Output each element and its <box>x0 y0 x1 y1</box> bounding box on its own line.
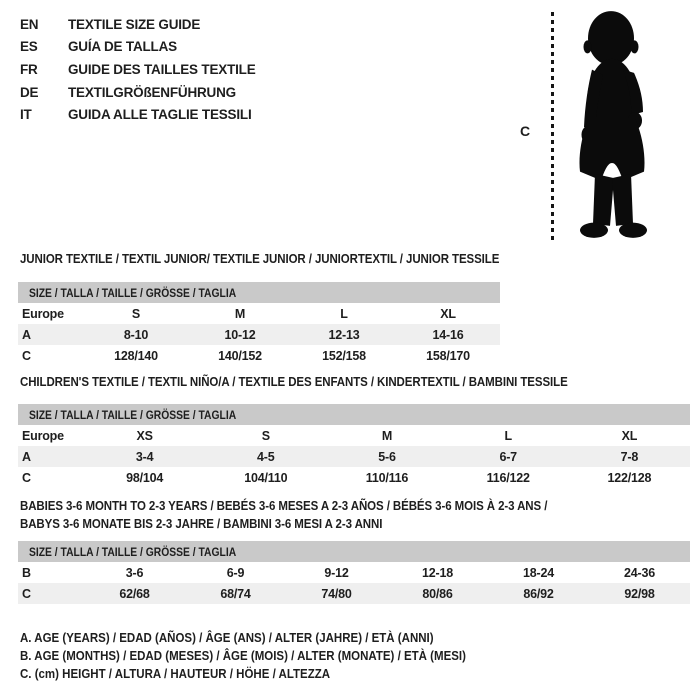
height-measure-label: C <box>520 123 531 139</box>
table-cell: 74/80 <box>321 586 352 601</box>
table-cell: 14-16 <box>432 327 464 342</box>
table-cell: 12-13 <box>328 327 360 342</box>
table-cell: 98/104 <box>126 470 164 485</box>
table-cell: 86/92 <box>523 586 554 601</box>
table-cell: 158/170 <box>426 348 470 363</box>
list-item <box>20 81 256 104</box>
language-title: TEXTILE SIZE GUIDE <box>68 16 201 32</box>
table-cell: 116/122 <box>486 470 530 485</box>
table-cell: 3-4 <box>135 449 154 464</box>
list-item <box>20 103 256 126</box>
babies-size-table <box>18 541 690 604</box>
row-label: A <box>22 327 31 342</box>
table-cell: 6-7 <box>499 449 517 464</box>
table-cell: 18-24 <box>523 565 554 580</box>
language-title: GUIDE DES TAILLES TEXTILE <box>68 61 256 77</box>
language-title: GUIDA ALLE TAGLIE TESSILI <box>68 107 252 123</box>
table-cell: 128/140 <box>114 348 158 363</box>
table-cell: 92/98 <box>624 586 655 601</box>
table-cell: 6-9 <box>226 565 245 580</box>
table-cell: 7-8 <box>620 449 639 464</box>
children-size-table <box>18 404 690 488</box>
junior-size-table <box>18 282 500 366</box>
table-cell: 24-36 <box>624 565 655 580</box>
table-cell: XL <box>440 306 456 321</box>
legend-line-c: C. (cm) HEIGHT / ALTURA / HAUTEUR / HÖHE / ALTEZZA <box>20 667 331 682</box>
table-cell: 4-5 <box>257 449 275 464</box>
row-label: C <box>22 470 31 485</box>
row-label: C <box>22 586 31 601</box>
table-cell: 3-6 <box>125 565 144 580</box>
table-cell: 140/152 <box>218 348 262 363</box>
language-code: EN <box>20 16 39 32</box>
row-label: Europe <box>22 306 64 321</box>
table-cell: 10-12 <box>224 327 256 342</box>
row-label: A <box>22 449 31 464</box>
language-code: DE <box>20 84 39 100</box>
language-title: GUÍA DE TALLAS <box>68 39 177 55</box>
row-label: Europe <box>22 428 64 443</box>
list-item <box>20 36 256 59</box>
table-row <box>18 467 690 488</box>
table-header-bar: SIZE / TALLA / TAILLE / GRÖSSE / TAGLIA <box>18 404 690 425</box>
table-cell: XL <box>621 428 638 443</box>
table-header-bar: SIZE / TALLA / TAILLE / GRÖSSE / TAGLIA <box>18 541 690 562</box>
table-cell: 9-12 <box>324 565 349 580</box>
table-cell: 80/86 <box>422 586 453 601</box>
table-cell: M <box>234 306 246 321</box>
table-cell: S <box>261 428 270 443</box>
language-code: ES <box>20 39 38 55</box>
language-code: IT <box>20 107 32 123</box>
table-row <box>18 446 690 467</box>
table-cell: 110/116 <box>365 470 409 485</box>
table-cell: 122/128 <box>607 470 652 485</box>
table-cell: M <box>381 428 393 443</box>
row-label: C <box>22 348 31 363</box>
measurement-legend <box>20 629 505 684</box>
table-cell: 68/74 <box>220 586 251 601</box>
table-cell: S <box>131 306 141 321</box>
babies-section-heading: BABIES 3-6 MONTH TO 2-3 YEARS / BEBÉS 3-6 MESES A 2-3 AÑOS / BÉBÉS 3-6 MOIS À 2-3 ANS / BABYS 3-6 MONATE BIS 2-3 JAHRE / BAMBINI 3-6 MESI A 2-3 ANNI <box>20 499 548 531</box>
table-row <box>18 583 690 604</box>
table-cell: 5-6 <box>378 449 396 464</box>
language-code: FR <box>20 61 38 77</box>
table-row <box>18 425 690 446</box>
junior-section-heading: JUNIOR TEXTILE / TEXTIL JUNIOR/ TEXTILE JUNIOR / JUNIORTEXTIL / JUNIOR TESSILE <box>20 252 500 266</box>
legend-line-a: A. AGE (YEARS) / EDAD (AÑOS) / ÂGE (ANS) / ALTER (JAHRE) / ETÀ (ANNI) <box>20 631 434 645</box>
table-cell: 152/158 <box>322 348 366 363</box>
table-cell: XS <box>136 428 153 443</box>
legend-line-b: B. AGE (MONTHS) / EDAD (MESES) / ÂGE (MOIS) / ALTER (MONATE) / ETÀ (MESI) <box>20 649 466 664</box>
row-label: B <box>22 565 31 580</box>
table-cell: 104/110 <box>244 470 288 485</box>
language-title-list <box>20 13 256 126</box>
list-item <box>20 58 256 81</box>
children-section-heading: CHILDREN'S TEXTILE / TEXTIL NIÑO/A / TEXTILE DES ENFANTS / KINDERTEXTIL / BAMBINI TESSILE <box>20 375 568 389</box>
table-cell: L <box>340 306 348 321</box>
table-cell: 62/68 <box>119 586 150 601</box>
table-row <box>18 324 500 345</box>
height-measure-dotted-line <box>551 12 554 244</box>
table-row <box>18 303 500 324</box>
toddler-silhouette-image <box>562 10 664 240</box>
table-cell: L <box>504 428 512 443</box>
table-cell: 12-18 <box>422 565 453 580</box>
table-header-bar: SIZE / TALLA / TAILLE / GRÖSSE / TAGLIA <box>18 282 500 303</box>
table-row <box>18 345 500 366</box>
language-title: TEXTILGRÖßENFÜHRUNG <box>68 84 236 100</box>
table-row <box>18 562 690 583</box>
list-item <box>20 13 256 36</box>
table-cell: 8-10 <box>123 327 149 342</box>
